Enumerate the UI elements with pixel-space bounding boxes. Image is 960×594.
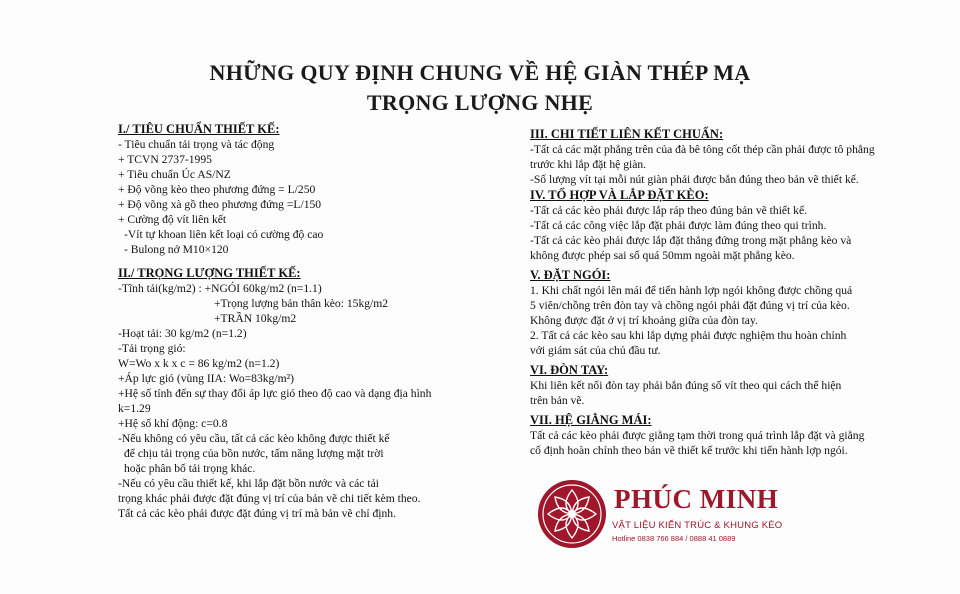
section-heading-connection-details: III. CHI TIẾT LIÊN KẾT CHUẨN: — [530, 127, 724, 141]
title-line-1: NHỮNG QUY ĐỊNH CHUNG VỀ HỆ GIÀN THÉP MẠ — [209, 60, 751, 85]
section-body-roof-bracing — [530, 428, 920, 458]
section-body-truss-assembly — [530, 203, 920, 263]
text-line: Không được đặt ở vị trí khoảng giữa của đòn tay. — [530, 314, 758, 327]
text-line: trước khi lắp đặt hệ giàn. — [530, 158, 647, 171]
brand-tagline: VẬT LIỆU KIẾN TRÚC & KHUNG KÈO — [612, 520, 783, 531]
text-line: -Tất cả các kèo phải được lắp ráp theo đúng bản vẽ thiết kế. — [530, 204, 808, 217]
text-line: k=1.29 — [118, 402, 151, 415]
title-line-2: TRỌNG LƯỢNG NHẸ — [366, 90, 594, 115]
section-heading-design-load: II./ TRỌNG LƯỢNG THIẾT KẾ: — [118, 266, 301, 280]
text-line: -Hoạt tải: 30 kg/m2 (n=1.2) — [118, 327, 247, 340]
section-heading-purlins: VI. ĐÒN TAY: — [530, 363, 609, 377]
text-line: -Vít tự khoan liên kết loại có cường độ cao — [124, 228, 324, 241]
text-line: Khi liên kết nối đòn tay phải bắn đúng số vít theo qui cách thể hiện — [530, 379, 842, 392]
section-heading-design-standards: I./ TIÊU CHUẨN THIẾT KẾ: — [118, 122, 280, 136]
right-column — [530, 126, 920, 458]
text-line: -Tĩnh tải(kg/m2) : +NGÓI 60kg/m2 (n=1.1) — [118, 282, 322, 295]
text-line: + Độ võng xà gồ theo phương đứng =L/150 — [118, 198, 322, 211]
company-logo — [536, 478, 783, 560]
text-line: 5 viên/chồng trên đòn tay và chồng ngói phải đặt đúng vị trí của kèo. — [530, 299, 850, 312]
left-column — [118, 121, 518, 521]
text-line: - Bulong nở M10×120 — [124, 243, 229, 256]
text-line: -Tất cả các kèo phải được lắp đặt thẳng đứng trong mặt phẳng kèo và — [530, 234, 852, 247]
text-line: -Số lượng vít tại mỗi nút giàn phải được bắn đúng theo bản vẽ thiết kế. — [530, 173, 859, 186]
flower-emblem-icon — [536, 478, 608, 550]
text-line: W=Wo x k x c = 86 kg/m2 (n=1.2) — [118, 357, 280, 370]
text-line: Tất cả các kèo phải được giằng tạm thời trong quá trình lắp đặt và giằng — [530, 429, 865, 442]
section-heading-truss-assembly: IV. TỔ HỢP VÀ LẮP ĐẶT KÈO: — [530, 188, 709, 202]
text-line: +TRẦN 10kg/m2 — [214, 312, 297, 325]
text-line: +Trọng lượng bản thân kèo: 15kg/m2 — [214, 297, 389, 310]
text-line: +Hệ số khí động: c=0.8 — [118, 417, 228, 430]
text-line: -Tải trọng gió: — [118, 342, 186, 355]
text-line: - Tiêu chuẩn tải trọng và tác động — [118, 138, 275, 151]
text-line: -Tất cả các mặt phẳng trên của đà bê tông cốt thép cần phải được tô phẳng — [530, 143, 875, 156]
text-line: cố định hoàn chỉnh theo bản vẽ thiết kế trước khi tiến hành lợp ngói. — [530, 444, 848, 457]
text-line: +Áp lực gió (vùng IIA: Wo=83kg/m²) — [118, 372, 294, 385]
section-body-connection-details — [530, 142, 920, 187]
text-line: để chịu tải trọng của bồn nước, tấm năng lượng mặt trời — [124, 447, 384, 460]
text-line: Tất cả các kèo phải được đặt đúng vị trí mà bản vẽ chỉ định. — [118, 507, 397, 520]
text-line: -Nếu có yêu cầu thiết kế, khi lắp đặt bồn nước và các tải — [118, 477, 379, 490]
text-line: với giám sát của chủ đầu tư. — [530, 344, 661, 357]
text-line: 2. Tất cả các kèo sau khi lắp dựng phải được nghiệm thu hoàn chỉnh — [530, 329, 847, 342]
text-line: + Cường độ vít liên kết — [118, 213, 227, 226]
section-body-design-standards — [118, 137, 518, 257]
section-body-design-load — [118, 281, 518, 521]
section-heading-tile-laying: V. ĐẶT NGÓI: — [530, 268, 611, 282]
section-body-purlins — [530, 378, 920, 408]
text-line: +Hệ số tính đến sự thay đổi áp lực gió theo độ cao và dạng địa hình — [118, 387, 432, 400]
section-heading-roof-bracing: VII. HỆ GIẰNG MÁI: — [530, 413, 652, 427]
text-line: + TCVN 2737-1995 — [118, 153, 212, 166]
text-line: trọng khác phải được đặt đúng vị trí của bản vẽ chi tiết kèm theo. — [118, 492, 421, 505]
text-line: 1. Khi chất ngói lên mái để tiến hành lợp ngói không được chồng quá — [530, 284, 853, 297]
hotline-text: Hotline 0838 766 884 / 0888 41 0889 — [612, 534, 736, 543]
text-line: không được phép sai số quá 50mm ngoài mặt phẳng kèo. — [530, 249, 795, 262]
text-line: + Tiêu chuẩn Úc AS/NZ — [118, 168, 231, 181]
text-line: trên bản vẽ. — [530, 394, 585, 407]
text-line: -Tất cả các công việc lắp đặt phải được làm đúng theo qui trình. — [530, 219, 827, 232]
section-body-tile-laying — [530, 283, 920, 358]
brand-name: PHÚC MINH — [614, 484, 779, 514]
text-line: -Nếu không có yêu cầu, tất cả các kèo không được thiết kế — [118, 432, 390, 445]
text-line: + Độ võng kèo theo phương đứng = L/250 — [118, 183, 316, 196]
text-line: hoặc phân bố tải trọng khác. — [124, 462, 256, 475]
document-title — [0, 58, 960, 118]
